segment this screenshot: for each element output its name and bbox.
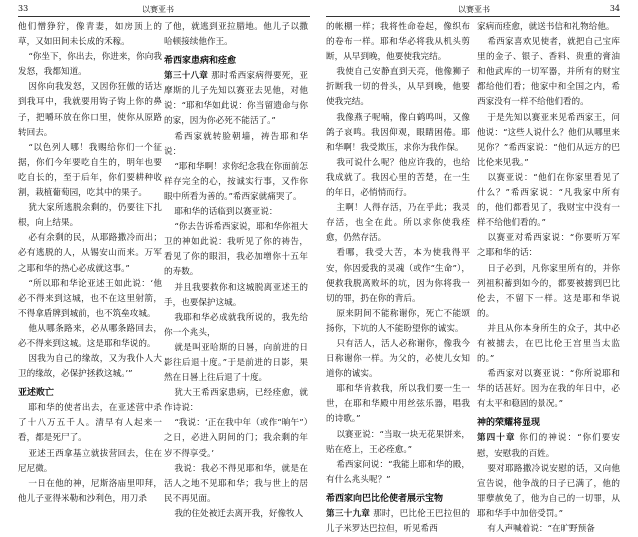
paragraph-text: 那时希西家病得要死，亚摩斯的儿子先知以赛亚去见他，对他说：“耶和华如此说：你当留遗命与你的家，因为你必死不能活了。” xyxy=(164,71,308,127)
paragraph: 希西家喜欢见使者，就把自己宝库里的金子、银子、香料、贵重的膏油和他武库的一切军器，并所有的财宝都给他们看；他家中和全国之内，希西家没有一样不给他们看的。 xyxy=(477,37,620,108)
paragraph: 耶和华肯救我，所以我们要一生一世，在耶和华殿中用丝弦乐器，唱我的诗歌。” xyxy=(326,384,470,425)
paragraph: “你去告诉希西家说，耶和华你祖大卫的神如此说：我听见了你的祷告，看见了你的眼泪，我必加增你十五年的寿数。 xyxy=(164,222,308,278)
paragraph: 我耶和华必成就我所说的，我先给你一个兆头， xyxy=(164,312,308,338)
paragraph: 犹大王希西家患病，已经痊愈，就作诗说： xyxy=(164,388,308,414)
paragraph: 耶和华的使者出去，在亚述营中杀了十八万五千人。清早有人起来一看，都是死尸了。 xyxy=(18,403,162,444)
paragraph: 因我为自己的缘故，又为我仆人大卫的缘故，必保护拯救这城。’” xyxy=(18,354,162,380)
page-number-left: 33 xyxy=(18,4,29,13)
chapter-paragraph xyxy=(164,69,308,129)
paragraph: 犹大家所逃脱余剩的，仍要往下扎根，向上结果。 xyxy=(18,203,162,229)
paragraph: 他从哪条路来，必从哪条路回去，必不得来到这城。这是耶和华说的。 xyxy=(18,323,162,349)
text-column-4 xyxy=(477,20,620,534)
paragraph: 我像燕子呢喃，像白鹤鸣叫，又像鸽子哀鸣。我因仰观，眼睛困倦。耶和华啊！我受欺压，求你为我作保。 xyxy=(326,112,470,153)
paragraph: 要对耶路撒冷说安慰的话，又向他宣告说，他争战的日子已满了，他的罪孽赦免了，他为自己的一切罪，从耶和华手中加倍受罚。” xyxy=(477,463,620,519)
paragraph: 就是叫亚哈斯的日晷，向前进的日影往后退十度。”于是前进的日影，果然在日晷上往后退了十度。 xyxy=(164,342,308,384)
paragraph: 并且从你本身所生的众子，其中必有被掳去，在巴比伦王宫里当太监的。” xyxy=(477,323,620,365)
running-title-right: 以赛亚书 xyxy=(458,5,490,14)
paragraph: 我说：我必不得见耶和华，就是在活人之地不见耶和华；我与世上的居民不再见面。 xyxy=(164,463,308,504)
chapter-number: 第三十九章 xyxy=(326,508,371,519)
text-column-1 xyxy=(18,20,162,504)
chapter-number: 第四十章 xyxy=(477,433,516,444)
paragraph: “我说：‘正在我中年（或作“晌午”）之日，必进入阴间的门；我余剩的年岁不得享受。’ xyxy=(164,418,308,459)
paragraph: 希西家就转脸朝墙，祷告耶和华说： xyxy=(164,131,308,157)
page-header xyxy=(0,0,638,17)
chapter-number: 第三十八章 xyxy=(164,71,209,82)
paragraph: 我的住处被迁去离开我，好像牧人 xyxy=(174,508,304,519)
paragraph: 的帐棚一样；我将性命卷起，像织布的卷布一样。耶和华必将我从机头剪断，从早到晚，他要使我完结。 xyxy=(326,22,470,63)
paragraph: 耶和华的话临到以赛亚说： xyxy=(174,207,278,218)
paragraph: 希西家问说：“我能上耶和华的殿，有什么兆头呢？” xyxy=(326,459,470,485)
paragraph: 于是先知以赛亚来见希西家王，问他说：“这些人说什么？他们从哪里来见你？”希西家说：“他们从远方的巴比伦来见我。” xyxy=(477,112,620,168)
paragraph: “所以耶和华论亚述王如此说：‘他必不得来到这城，也不在这里射箭，不得拿盾牌到城前，也不筑垒攻城。 xyxy=(18,278,162,319)
section-heading: 亚述败亡 xyxy=(18,388,55,399)
running-title-left: 以赛亚书 xyxy=(142,5,174,14)
paragraph: 家病而痊愈，就送书信和礼物给他。 xyxy=(477,22,615,32)
paragraph: “你坐下，你出去，你进来，你向我发怒，我都知道。 xyxy=(18,52,162,78)
paragraph: 他们憎狰狞，像青妻，如房顶上的草，又如田间未长成的禾稼。 xyxy=(18,22,162,48)
header-rule-right xyxy=(326,16,620,17)
paragraph: 以赛亚说：“当取一块无花果饼来，贴在疮上，王必痊愈。” xyxy=(326,429,470,455)
paragraph: 亚述王西拿基立就拔营回去，住在尼尼微。 xyxy=(18,448,162,474)
paragraph: 因你向我发怒，又因你狂傲的话达到我耳中，我就要用钩子钩上你的鼻子，把嚼环放在你口里，使你从原路转回去。 xyxy=(18,82,162,138)
header-rule-left xyxy=(18,16,310,17)
paragraph: 只有活人，活人必称谢你，像我今日称谢你一样。为父的，必使儿女知道你的诚实。 xyxy=(326,338,470,380)
paragraph: 有人声喊着说：“在旷野预备 xyxy=(487,524,595,534)
section-heading: 希西家患病和痊愈 xyxy=(164,56,237,67)
paragraph: 以赛亚对希西家说：“你要听万军之耶和华的话： xyxy=(477,233,620,259)
section-heading: 希西家向巴比伦使者展示宝物 xyxy=(326,493,444,504)
paragraph: 我使自己安静直到天亮，他像狮子折断我一切的骨头，从早到晚，他要使我完结。 xyxy=(326,67,470,108)
paragraph: 并且我要救你和这城脱离亚述王的手，也要保护这城。 xyxy=(164,282,308,308)
text-column-2 xyxy=(164,20,308,519)
paragraph: 了他，就逃到亚拉腊地。他儿子以撒哈顿接续他作王。 xyxy=(164,22,308,48)
paragraph: 日子必到，凡你家里所有的，并你列祖积蓄到如今的，都要被掳到巴比伦去，不留下一样。这是耶和华说的。 xyxy=(477,263,620,319)
paragraph-text: 你们的神说：“你们要安慰，安慰我的百姓。 xyxy=(477,433,620,459)
paragraph: 希西家对以赛亚说：“你所说耶和华的话甚好。因为在我的年日中，必有太平和稳固的景况。” xyxy=(477,369,620,410)
paragraph: 我可说什么呢？他应许我的，也给我成就了。我因心里的苦楚，在一生的年日，必悄悄而行。 xyxy=(326,157,470,199)
paragraph: 一日在他的神，尼斯洛庙里叩拜，他儿子亚得米勒和沙利色，用刀杀 xyxy=(18,478,162,504)
text-column-3 xyxy=(326,20,470,534)
chapter-paragraph xyxy=(477,431,620,461)
paragraph: “耶和华啊！求你纪念我在你面前怎样存完全的心，按诚实行事，又作你眼中所看为善的。”希西家就痛哭了。 xyxy=(164,161,308,202)
paragraph-text: 那时，巴比伦王巴拉但的儿子米罗达巴拉但，听见希西 xyxy=(326,508,470,534)
page-number-right: 34 xyxy=(609,4,620,13)
paragraph: 主啊！人得存活，乃在乎此；我灵存活，也全在此。所以求你使我痊愈，仍然存活。 xyxy=(326,203,470,244)
paragraph: 以赛亚说：“他们在你家里看见了什么？”希西家说：“凡我家中所有的，他们都看见了，我财宝中没有一样不给他们看的。” xyxy=(477,172,620,229)
paragraph: 原来阴间不能称谢你，死亡不能颂扬你，下坑的人不能盼望你的诚实。 xyxy=(326,308,470,334)
chapter-paragraph xyxy=(326,507,470,537)
paragraph: 必有余剩的民，从耶路撒冷而出；必有逃脱的人，从锡安山而来。万军之耶和华的热心必成就这事。” xyxy=(18,233,162,274)
section-heading: 神的荣耀将显现 xyxy=(477,418,541,429)
paragraph: “以色列人哪！我赐给你们一个征据，你们今年要吃自生的，明年也要吃自长的，至于后年，你们要耕种收割，栽植葡萄园，吃其中的果子。 xyxy=(18,142,162,199)
paragraph: 看哪，我受大苦，本为使我得平安，你因爱我的灵魂（或作“生命”），便救我脱离败坏的坑，因为你将我一切的罪，扔在你的背后。 xyxy=(326,248,470,304)
